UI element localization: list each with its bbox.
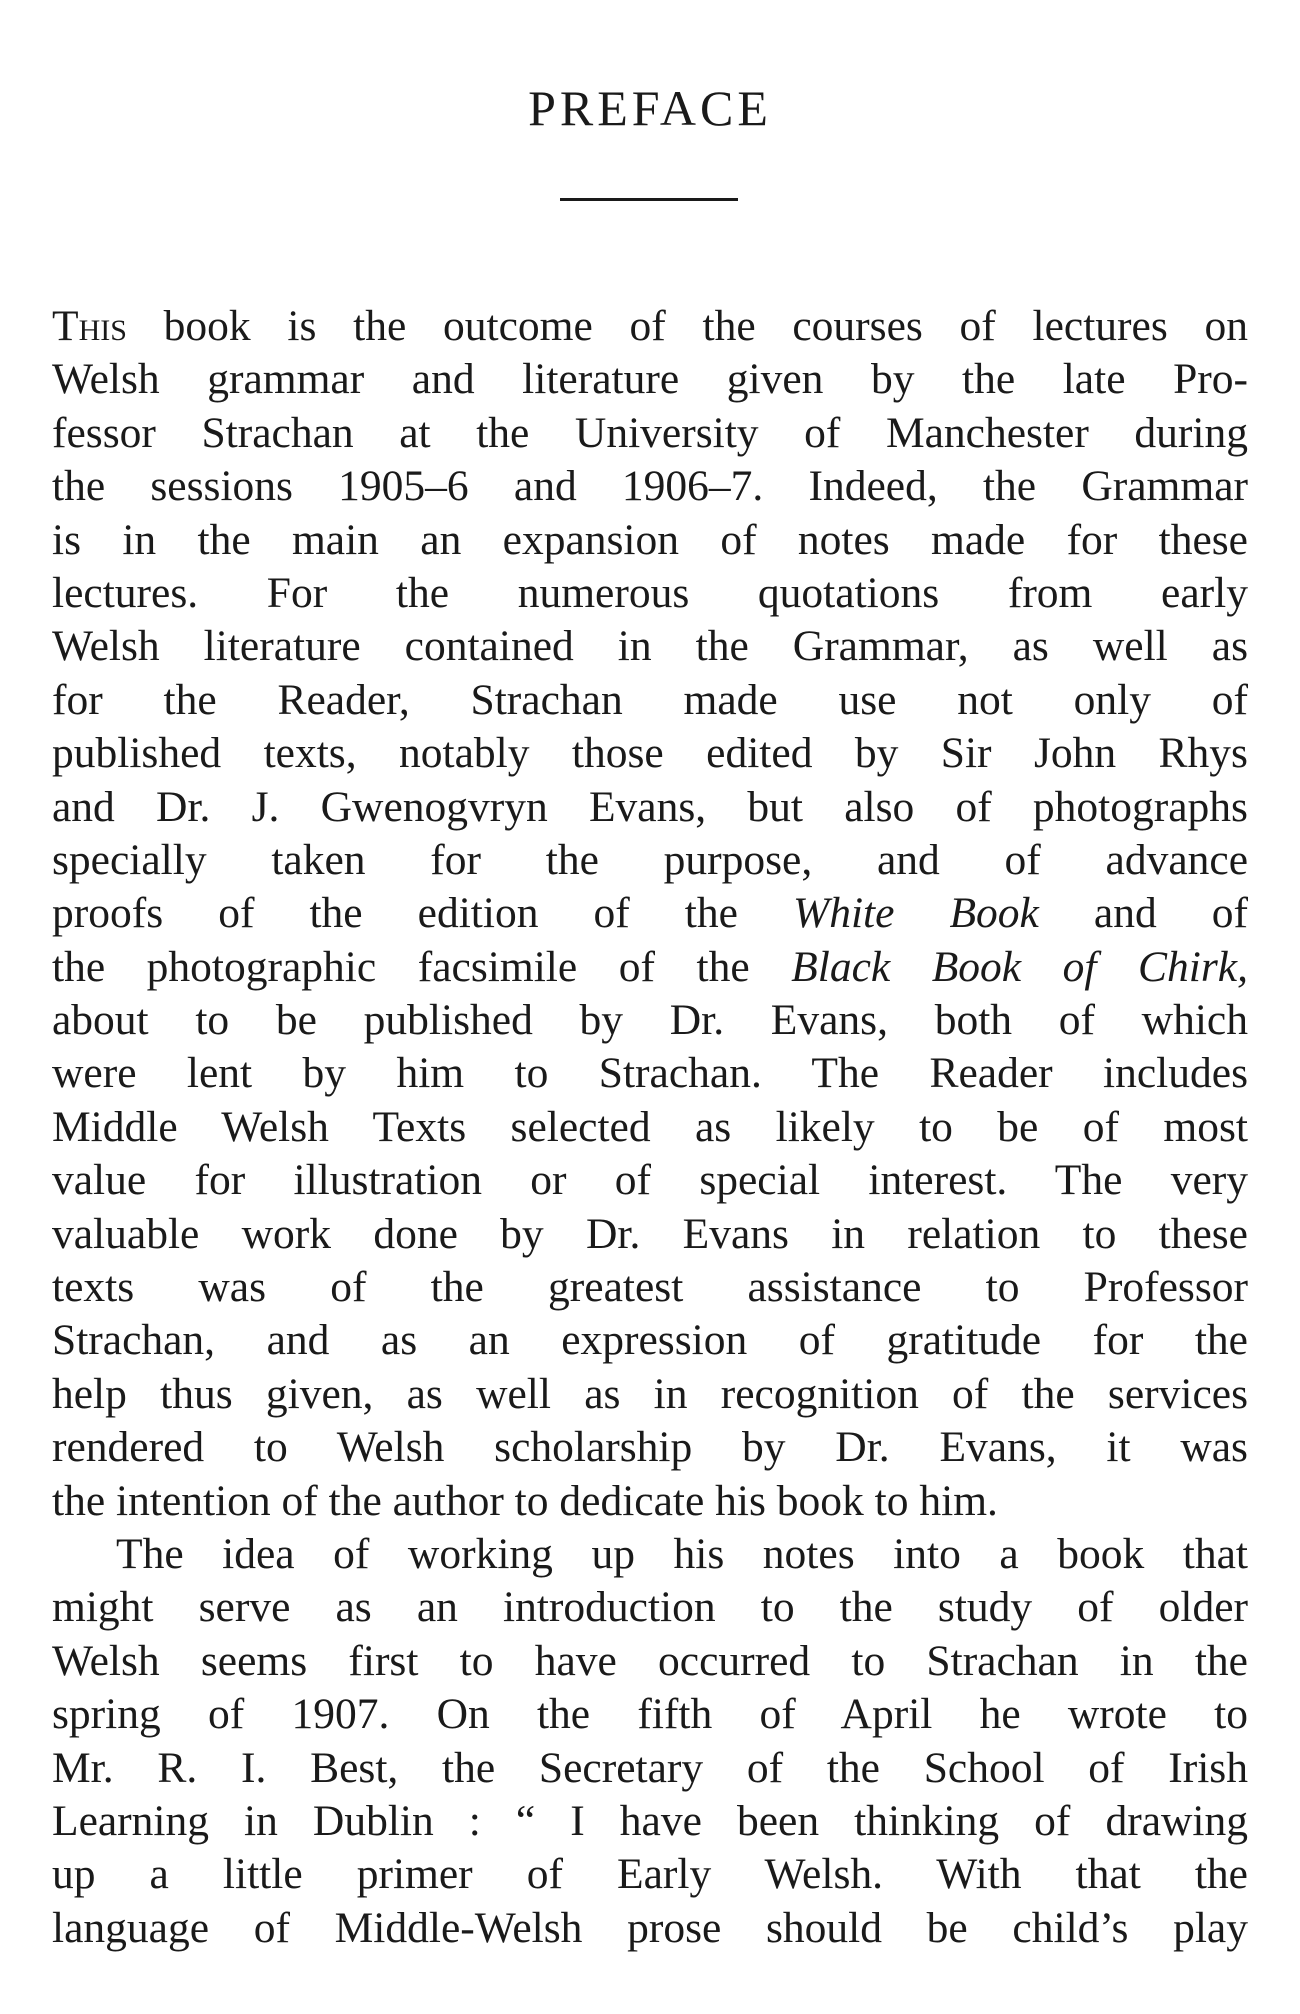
text-line: Welsh grammar and literature given by the late Pro- bbox=[52, 355, 1248, 404]
text-line: texts was of the greatest assistance to Professor bbox=[52, 1263, 1248, 1312]
text-line: about to be published by Dr. Evans, both of which bbox=[52, 996, 1248, 1045]
text-line: proofs of the edition of the White Book and of bbox=[52, 889, 1249, 938]
text-line: might serve as an introduction to the study of older bbox=[52, 1583, 1248, 1632]
text-line: Mr. R. I. Best, the Secretary of the School of Irish bbox=[52, 1743, 1248, 1792]
text-line: Middle Welsh Texts selected as likely to be of most bbox=[52, 1102, 1248, 1151]
text-line: This book is the outcome of the courses of lectures on bbox=[52, 302, 1248, 350]
text-line: spring of 1907. On the fifth of April he wrote to bbox=[52, 1690, 1248, 1739]
italic-title-white-book: White Book bbox=[792, 889, 1039, 938]
text-line: Welsh seems first to have occurred to Strachan in the bbox=[52, 1636, 1248, 1685]
text-line: The idea of working up his notes into a book that bbox=[116, 1529, 1248, 1578]
text-line: is in the main an expansion of notes made for these bbox=[52, 515, 1248, 564]
text-line: valuable work done by Dr. Evans in relation to these bbox=[52, 1209, 1248, 1258]
text-line: Learning in Dublin : “ I have been thinking of drawing bbox=[52, 1796, 1248, 1845]
text-line: published texts, notably those edited by Sir John Rhys bbox=[52, 729, 1248, 778]
page-title: PREFACE bbox=[528, 80, 772, 136]
text-line: specially taken for the purpose, and of advance bbox=[52, 835, 1248, 884]
text-line: and Dr. J. Gwenogvryn Evans, but also of photographs bbox=[52, 782, 1248, 831]
paragraph-2 bbox=[52, 1528, 1248, 1955]
italic-title-black-book: Black Book of Chirk, bbox=[791, 942, 1248, 991]
text-line: fessor Strachan at the University of Manchester during bbox=[52, 408, 1248, 457]
text-line: up a little primer of Early Welsh. With that the bbox=[52, 1850, 1248, 1899]
text-line: Strachan, and as an expression of gratitude for the bbox=[52, 1316, 1248, 1365]
text-line: the photographic facsimile of the Black Book of Chirk, bbox=[52, 942, 1248, 991]
text-line: lectures. For the numerous quotations from early bbox=[52, 568, 1248, 617]
preface-body bbox=[52, 300, 1248, 1955]
text-line: were lent by him to Strachan. The Reader includes bbox=[52, 1049, 1248, 1098]
text-line: help thus given, as well as in recognition of the services bbox=[52, 1369, 1248, 1418]
lead-word: This bbox=[52, 302, 127, 350]
text-line: value for illustration or of special interest. The very bbox=[52, 1156, 1248, 1205]
text-line: the intention of the author to dedicate his book to him. bbox=[52, 1476, 998, 1525]
text-line: the sessions 1905–6 and 1906–7. Indeed, the Grammar bbox=[52, 462, 1248, 511]
text-line: for the Reader, Strachan made use not only of bbox=[52, 675, 1248, 724]
title-rule bbox=[560, 198, 738, 201]
text-line: Welsh literature contained in the Grammar, as well as bbox=[52, 622, 1248, 671]
paragraph-1 bbox=[52, 300, 1248, 1528]
text-line: language of Middle-Welsh prose should be child’s play bbox=[52, 1903, 1248, 1952]
text-line: rendered to Welsh scholarship by Dr. Evans, it was bbox=[52, 1423, 1248, 1472]
